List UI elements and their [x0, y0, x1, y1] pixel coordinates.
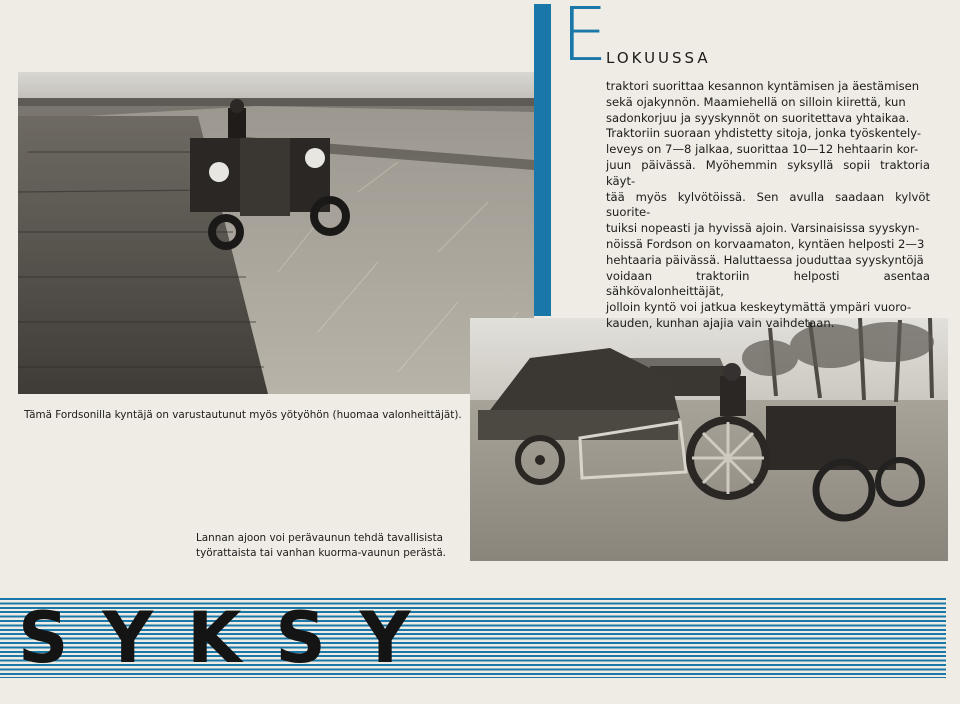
body-line: nöissä Fordson on korvaamaton, kyntäen helposti 2—3: [606, 236, 925, 251]
body-line: jolloin kyntö voi jatkua keskeytymättä ympäri vuoro-: [606, 300, 912, 315]
body-line: sadonkorjuu ja syyskynnöt on suoritettava yhtaikaa.: [606, 110, 910, 125]
body-line: Traktoriin suoraan yhdistetty sitoja, jonka työskentely-: [606, 126, 922, 141]
body-line: kauden, kunhan ajajia vain vaihdetaan.: [606, 315, 835, 330]
body-line: juun päivässä. Myöhemmin syksyllä sopii traktoria käyt-: [606, 157, 930, 188]
season-title: SYKSY: [18, 597, 445, 679]
drop-initial: E: [561, 0, 608, 78]
body-line: hehtaaria päivässä. Haluttaessa jouduttaa syyskyntöjä: [606, 252, 924, 267]
accent-bar: [534, 4, 551, 316]
body-line: voidaan traktoriin helposti asentaa sähkövalonheittäjät,: [606, 268, 930, 299]
plowing-photo-caption: Tämä Fordsonilla kyntäjä on varustautunut myös yötyöhön (huomaa valonheittäjät).: [24, 409, 462, 421]
body-line: tuiksi nopeasti ja hyvissä ajoin. Varsinaisissa syyskyn-: [606, 221, 920, 236]
article-body: [606, 79, 930, 332]
plowing-photo-image: [18, 72, 534, 394]
body-line: leveys on 7—8 jalkaa, suorittaa 10—12 hehtaarin kor-: [606, 142, 919, 157]
body-line: sekä ojakynnön. Maamiehellä on silloin kiirettä, kun: [606, 94, 906, 109]
manure-cart-photo: [470, 315, 948, 561]
body-line: tää myös kylvötöissä. Sen avulla saadaan kylvöt suorite-: [606, 189, 930, 220]
manure-cart-photo-image: [470, 315, 948, 561]
plowing-photo: [18, 72, 534, 394]
caption-line: Lannan ajoon voi perävaunun tehdä tavallisista: [196, 532, 444, 544]
article-heading: LOKUUSSA: [606, 49, 711, 67]
manure-photo-caption: [196, 531, 458, 561]
caption-line: työrattaista tai vanhan kuorma-vaunun perästä.: [196, 547, 446, 559]
body-line: traktori suorittaa kesannon kyntämisen ja äestämisen: [606, 79, 920, 93]
